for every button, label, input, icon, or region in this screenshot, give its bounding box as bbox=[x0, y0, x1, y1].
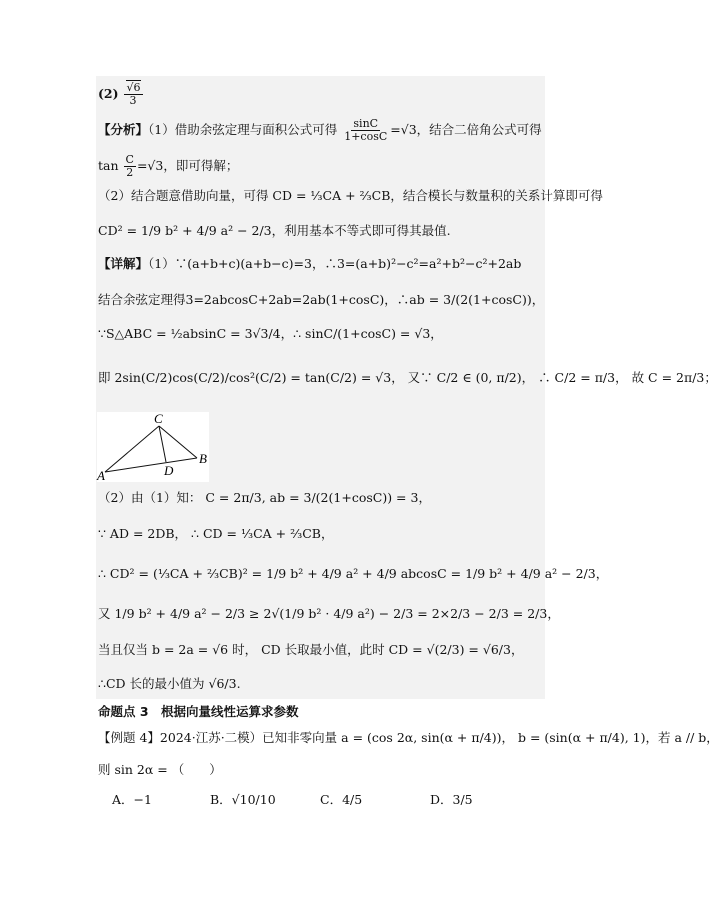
label-b: B bbox=[199, 451, 207, 466]
label-d: D bbox=[164, 463, 174, 478]
part2-line-2: ∵ AD = 2DB， ∴ CD = ⅓CA + ⅔CB， bbox=[98, 526, 334, 541]
detail-line-1: 【详解】（1）∵(a+b+c)(a+b−c)=3，∴3=(a+b)²−c²=a²+b²−c²+2ab bbox=[98, 256, 522, 271]
answer-fraction: $\frac{√6}{3}$ bbox=[124, 82, 143, 107]
option-a[interactable]: A．−1 bbox=[112, 792, 152, 807]
example-line-2: 则 sin 2α = （ ） bbox=[98, 762, 222, 777]
part2-line-4: 又 1/9 b² + 4/9 a² − 2/3 ≥ 2√(1/9 b² · 4/9 a²) − 2/3 = 2×2/3 − 2/3 = 2/3， bbox=[98, 606, 560, 621]
figure-background bbox=[97, 412, 209, 482]
answer-line: (2) $\frac{√6}{3}$ bbox=[98, 81, 141, 107]
analysis-line-4: CD² = 1/9 b² + 4/9 a² − 2/3，利用基本不等式即可得其最值. bbox=[98, 223, 451, 238]
detail-line-3: ∵S△ABC = ½absinC = 3√3/4，∴ sinC/(1+cosC) = √3， bbox=[98, 326, 443, 341]
part2-line-5: 当且仅当 b = 2a = √6 时， CD 长取最小值，此时 CD = √(2/3) = √6/3， bbox=[98, 642, 524, 657]
detail-line-2: 结合余弦定理得3=2abcosC+2ab=2ab(1+cosC)，∴ab = 3/(2(1+cosC))， bbox=[98, 292, 545, 307]
detail-line-4: 即 2sin(C/2)cos(C/2)/cos²(C/2) = tan(C/2) = √3， 又∵ C/2 ∈ (0, π/2)， ∴ C/2 = π/3， 故 C = 2π/3； bbox=[98, 370, 717, 385]
analysis-line-3: （2）结合题意借助向量，可得 CD = ⅓CA + ⅔CB，结合模长与数量积的关系计算即可得 bbox=[98, 188, 603, 203]
example-line-1: 【例题 4】2024·江苏·二模）已知非零向量 a = (cos 2α, sin(α + π/4))， b = (sin(α + π/4), 1)，若 a // b， bbox=[98, 730, 719, 745]
label-a: A bbox=[97, 468, 105, 483]
part2-line-6: ∴CD 长的最小值为 √6/3. bbox=[98, 676, 241, 691]
analysis-line-1: 【分析】（1）借助余弦定理与面积公式可得 $\frac{\sin C}{1+\cos C}$ =√3，结合二倍角公式可得 bbox=[98, 117, 542, 143]
part2-line-3: ∴ CD² = (⅓CA + ⅔CB)² = 1/9 b² + 4/9 a² + 4/9 abcosC = 1/9 b² + 4/9 a² − 2/3， bbox=[98, 566, 609, 581]
option-d[interactable]: D．3/5 bbox=[430, 792, 473, 807]
option-b[interactable]: B．√10/10 bbox=[210, 792, 276, 807]
label-c: C bbox=[154, 411, 163, 426]
option-c[interactable]: C．4/5 bbox=[320, 792, 363, 807]
section-heading: 命题点 3 根据向量线性运算求参数 bbox=[98, 704, 299, 719]
part2-line-1: （2）由（1）知： C = 2π/3, ab = 3/(2(1+cosC)) = 3， bbox=[98, 490, 431, 505]
analysis-line-2: tan $\frac{C}{2}$ =√3，即可得解； bbox=[98, 153, 239, 179]
triangle-figure bbox=[97, 412, 209, 482]
